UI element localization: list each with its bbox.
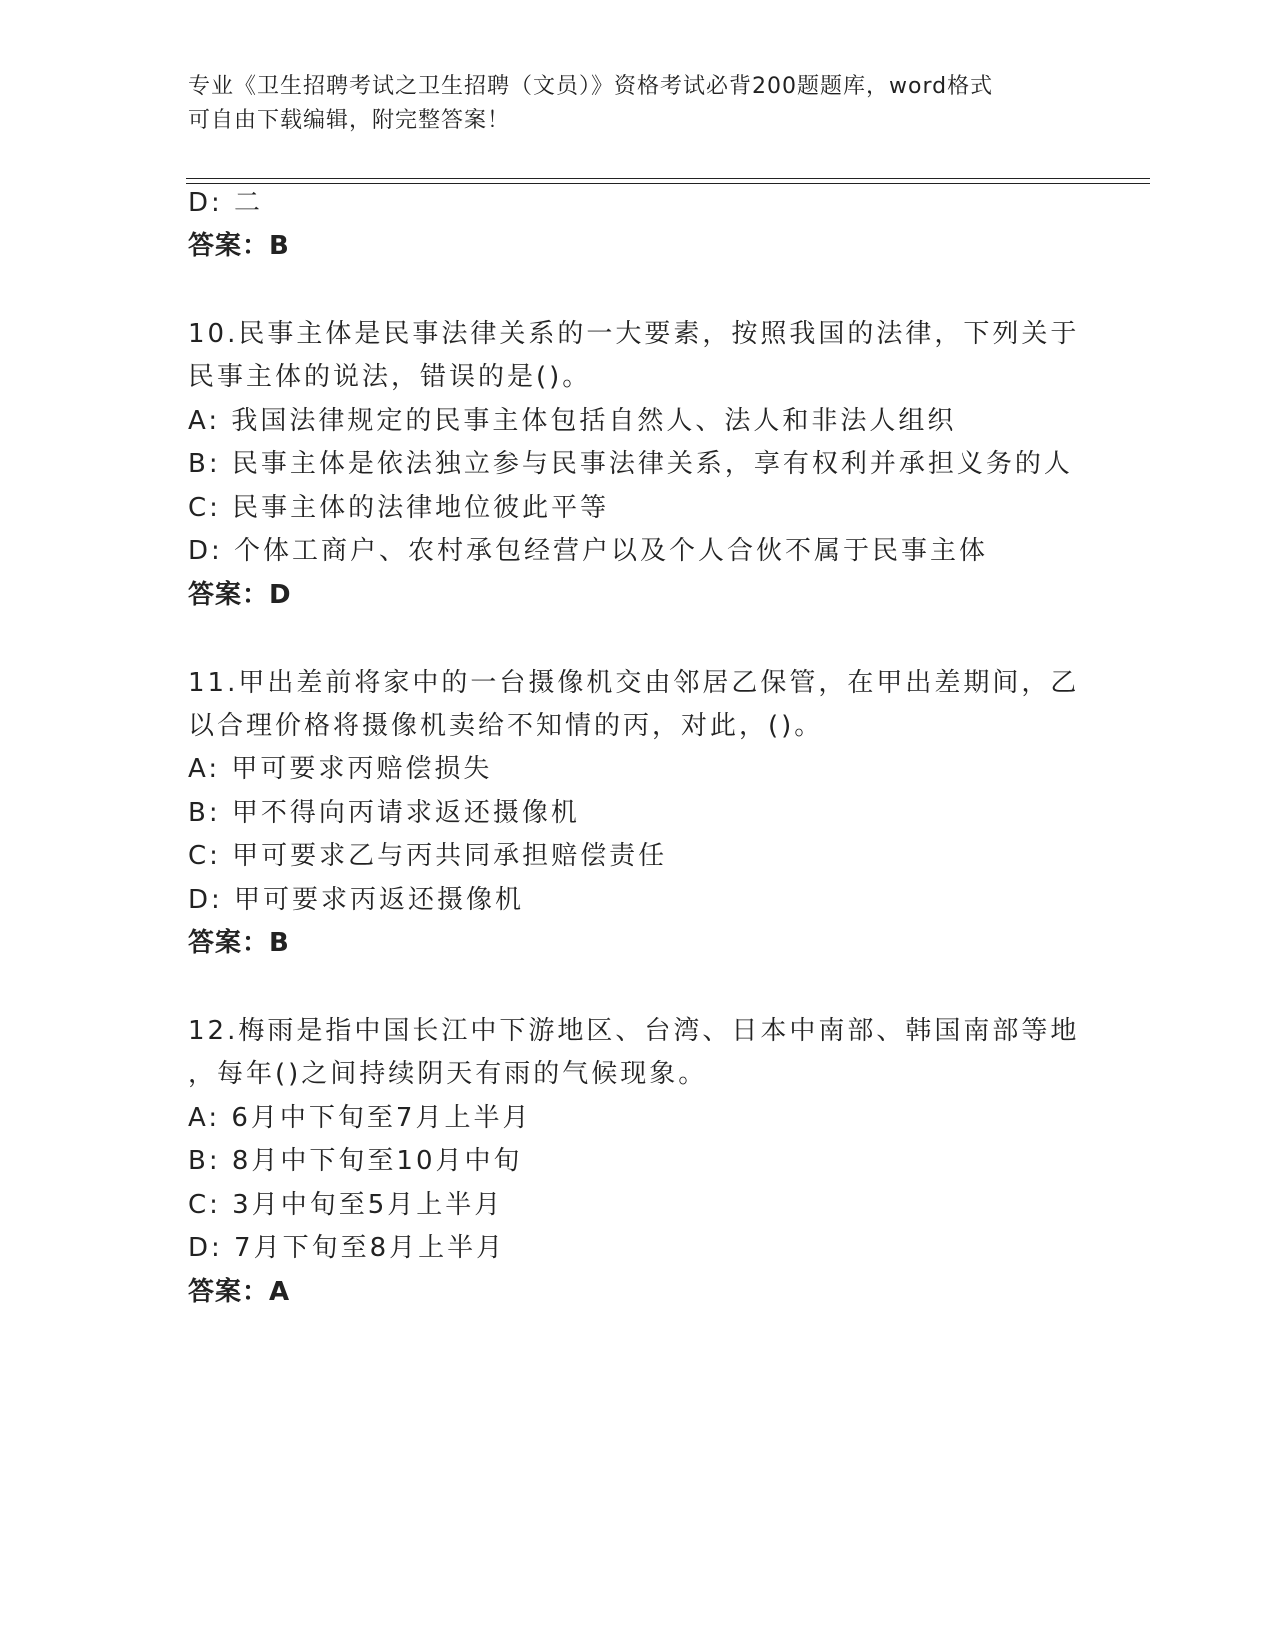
- q10-option-b: B: 民事主体是依法独立参与民事法律关系，享有权利并承担义务的人: [188, 449, 1073, 479]
- q11-answer: 答案：B: [188, 928, 290, 958]
- prev-answer: 答案：B: [188, 231, 290, 261]
- prev-option-d: D: 二: [188, 188, 264, 218]
- q11-stem-line-1: 11.甲出差前将家中的一台摄像机交由邻居乙保管，在甲出差期间，乙: [188, 668, 1080, 698]
- header-line-2: 可自由下载编辑，附完整答案！: [188, 108, 511, 133]
- q12-option-a: A: 6月中下旬至7月上半月: [188, 1103, 532, 1133]
- header-divider-top: [186, 178, 1150, 179]
- q12-option-b: B: 8月中下旬至10月中旬: [188, 1146, 523, 1176]
- q12-option-c: C: 3月中旬至5月上半月: [188, 1190, 504, 1220]
- q10-option-c: C: 民事主体的法律地位彼此平等: [188, 493, 610, 523]
- q10-option-a: A: 我国法律规定的民事主体包括自然人、法人和非法人组织: [188, 406, 957, 436]
- q12-option-d: D: 7月下旬至8月上半月: [188, 1233, 506, 1263]
- q10-stem-line-1: 10.民事主体是民事法律关系的一大要素，按照我国的法律，下列关于: [188, 319, 1080, 349]
- q12-answer: 答案：A: [188, 1277, 291, 1307]
- q11-option-c: C: 甲可要求乙与丙共同承担赔偿责任: [188, 841, 668, 871]
- q11-option-b: B: 甲不得向丙请求返还摄像机: [188, 798, 580, 828]
- q12-stem-line-1: 12.梅雨是指中国长江中下游地区、台湾、日本中南部、韩国南部等地: [188, 1016, 1080, 1046]
- q10-stem-line-2: 民事主体的说法，错误的是()。: [188, 362, 592, 392]
- header-line-1: 专业《卫生招聘考试之卫生招聘（文员）》资格考试必背200题题库，word格式: [188, 74, 994, 99]
- q11-option-d: D: 甲可要求丙返还摄像机: [188, 885, 525, 915]
- q11-stem-line-2: 以合理价格将摄像机卖给不知情的丙，对此，()。: [188, 711, 824, 741]
- q10-answer: 答案：D: [188, 580, 292, 610]
- q11-option-a: A: 甲可要求丙赔偿损失: [188, 754, 493, 784]
- q12-stem-line-2: ，每年()之间持续阴天有雨的气候现象。: [188, 1059, 708, 1089]
- q10-option-d: D: 个体工商户、农村承包经营户以及个人合伙不属于民事主体: [188, 536, 989, 566]
- header-divider-bottom: [186, 183, 1150, 184]
- document-header: [188, 70, 1088, 138]
